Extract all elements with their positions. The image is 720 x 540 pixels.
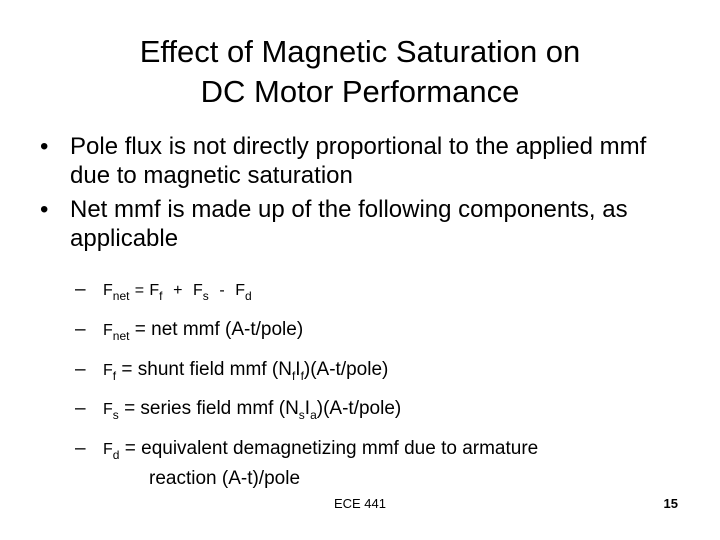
- subscript: f: [159, 288, 163, 303]
- symbol-f: F: [192, 282, 203, 299]
- symbol-f: F: [103, 401, 113, 419]
- symbol-f: F: [103, 361, 113, 379]
- sub-item-text: I: [304, 398, 311, 420]
- footer-course: ECE 441: [333, 496, 387, 511]
- symbol-f: F: [103, 321, 113, 339]
- title-line-2: DC Motor Performance: [200, 74, 520, 109]
- subscript: net: [112, 288, 130, 303]
- page-number: 15: [663, 496, 678, 511]
- dash-icon: –: [75, 438, 86, 460]
- sub-item-continuation: reaction (A-t)/pole: [149, 467, 301, 489]
- equals-sign: =: [134, 282, 145, 299]
- symbol-f: F: [103, 282, 113, 299]
- symbol-f: F: [103, 441, 113, 459]
- sub-bullet-list: [75, 278, 695, 500]
- subscript: s: [202, 288, 209, 303]
- subscript: d: [244, 288, 252, 303]
- sub-item-text: = series field mmf (N: [124, 398, 299, 420]
- bullet-item: [40, 195, 680, 253]
- subscript: f: [291, 368, 296, 383]
- sub-item-text: I: [295, 358, 301, 380]
- subscript: f: [112, 368, 117, 383]
- sub-item-net-mmf-equation: [75, 278, 695, 308]
- sub-item-text: )(A-t/pole): [303, 358, 389, 380]
- subscript: d: [112, 447, 120, 462]
- bullet-text: Pole flux is not directly proportional to the applied mmf due to magnetic saturation: [70, 133, 647, 189]
- slide-title: [60, 32, 660, 112]
- subscript: s: [112, 408, 119, 423]
- dash-icon: –: [75, 358, 86, 380]
- bullet-text: Net mmf is made up of the following components, as applicable: [70, 196, 628, 252]
- dash-icon: –: [75, 279, 86, 300]
- bullet-item: [40, 132, 680, 190]
- dash-icon: –: [75, 398, 86, 420]
- bullet-list: [40, 132, 680, 258]
- sub-item-series-field: [75, 397, 695, 427]
- subscript: f: [300, 368, 304, 383]
- dash-icon: –: [75, 318, 86, 340]
- sub-item-text: = net mmf (A-t/pole): [134, 318, 304, 340]
- plus-sign: +: [173, 282, 183, 299]
- sub-item-text: )(A-t/pole): [316, 398, 402, 420]
- subscript: net: [112, 328, 130, 343]
- symbol-f: F: [235, 282, 245, 299]
- sub-item-shunt-field: [75, 358, 695, 388]
- sub-item-text: = equivalent demagnetizing mmf due to armature: [124, 438, 539, 460]
- sub-item-net-mmf: [75, 318, 695, 348]
- symbol-f: F: [149, 282, 160, 299]
- bullet-icon: •: [40, 196, 49, 223]
- bullet-icon: •: [40, 133, 49, 160]
- minus-sign: -: [219, 282, 225, 299]
- subscript: s: [298, 408, 305, 423]
- sub-item-demagnetizing: [75, 437, 695, 490]
- title-line-1: Effect of Magnetic Saturation on: [139, 34, 581, 69]
- sub-item-text: = shunt field mmf (N: [121, 358, 292, 380]
- subscript: a: [310, 408, 317, 423]
